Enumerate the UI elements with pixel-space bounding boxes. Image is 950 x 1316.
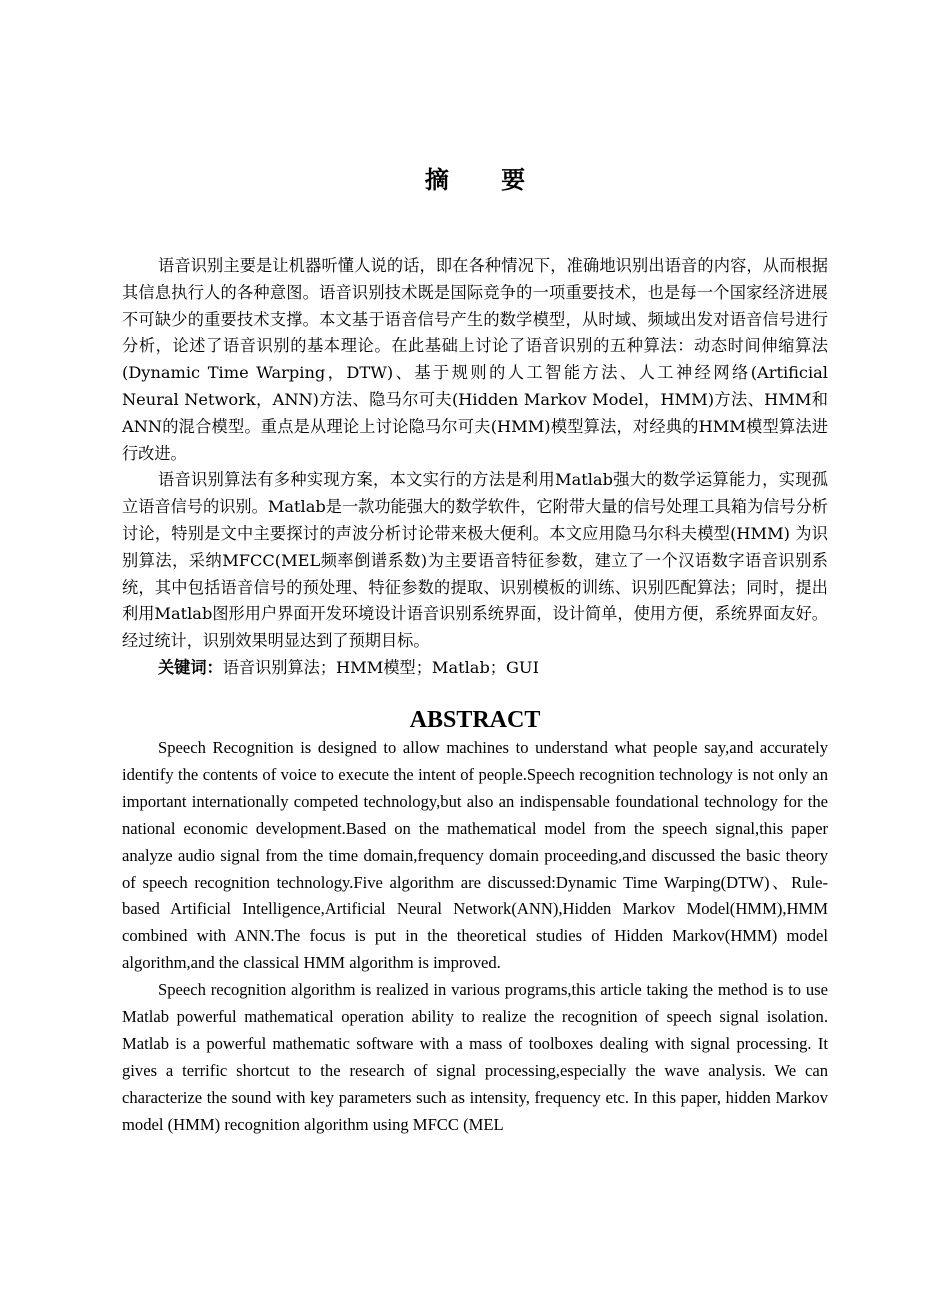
english-abstract-paragraph-1: Speech Recognition is designed to allow machines to understand what people say,and accurately identify the contents of voice to execute the intent of people.Speech recognition technology is not only an important internationally competed technology,but also an indispensable foundational technology for the national economic development.Based on the mathematical model from the speech signal,this paper analyze audio signal from the time domain,frequency domain proceeding,and discussed the basic theory of speech recognition technology.Five algorithm are discussed:Dynamic Time Warping(DTW)、Rule-based Artificial Intelligence,Artificial Neural Network(ANN),Hidden Markov Model(HMM),HMM combined with ANN.The focus is put in the theoretical studies of Hidden Markov(HMM) model algorithm,and the classical HMM algorithm is improved.	[122, 738, 828, 973]
keywords-label: 关键词：	[158, 657, 223, 677]
chinese-abstract-title: 摘 要	[424, 165, 548, 194]
chinese-abstract-paragraph-1: 语音识别主要是让机器听懂人说的话，即在各种情况下，准确地识别出语音的内容，从而根据其信息执行人的各种意图。语音识别技术既是国际竞争的一项重要技术，也是每一个国家经济进展不可缺少的重要技术支撑。本文基于语音信号产生的数学模型，从时域、频域出发对语音信号进行分析，论述了语音识别的基本理论。在此基础上讨论了语音识别的五种算法：动态时间伸缩算法(Dynamic Time Warping，DTW)、基于规则的人工智能方法、人工神经网络(Artificial Neural Network，ANN)方法、隐马尔可夫(Hidden Markov Model，HMM)方法、HMM和ANN的混合模型。重点是从理论上讨论隐马尔可夫(HMM)模型算法，对经典的HMM模型算法进行改进。	[122, 256, 828, 463]
english-abstract-body	[122, 735, 828, 1139]
chinese-abstract-body	[122, 253, 828, 682]
chinese-abstract-paragraph-2: 语音识别算法有多种实现方案，本文实行的方法是利用Matlab强大的数学运算能力，实现孤立语音信号的识别。Matlab是一款功能强大的数学软件，它附带大量的信号处理工具箱为信号分析讨论，特别是文中主要探讨的声波分析讨论带来极大便利。本文应用隐马尔科夫模型(HMM) 为识别算法，采纳MFCC(MEL频率倒谱系数)为主要语音特征参数，建立了一个汉语数字语音识别系统，其中包括语音信号的预处理、特征参数的提取、识别模板的训练、识别匹配算法；同时，提出利用Matlab图形用户界面开发环境设计语音识别系统界面，设计简单，使用方便，系统界面友好。经过统计，识别效果明显达到了预期目标。	[122, 470, 828, 651]
english-abstract-paragraph-2: Speech recognition algorithm is realized in various programs,this article taking the method is to use Matlab powerful mathematical operation ability to realize the recognition of speech signal isolation. Matlab is a powerful mathematic software with a mass of toolboxes dealing with signal processing. It gives a terrific shortcut to the research of signal processing,especially the wave analysis. We can characterize the sound with key parameters such as intensity, frequency etc. In this paper, hidden Markov model (HMM) recognition algorithm using MFCC (MEL	[122, 980, 828, 1134]
keywords-text: 语音识别算法；HMM模型；Matlab；GUI	[222, 657, 539, 677]
chinese-keywords-line	[122, 655, 828, 682]
english-abstract-title: ABSTRACT	[409, 707, 541, 733]
